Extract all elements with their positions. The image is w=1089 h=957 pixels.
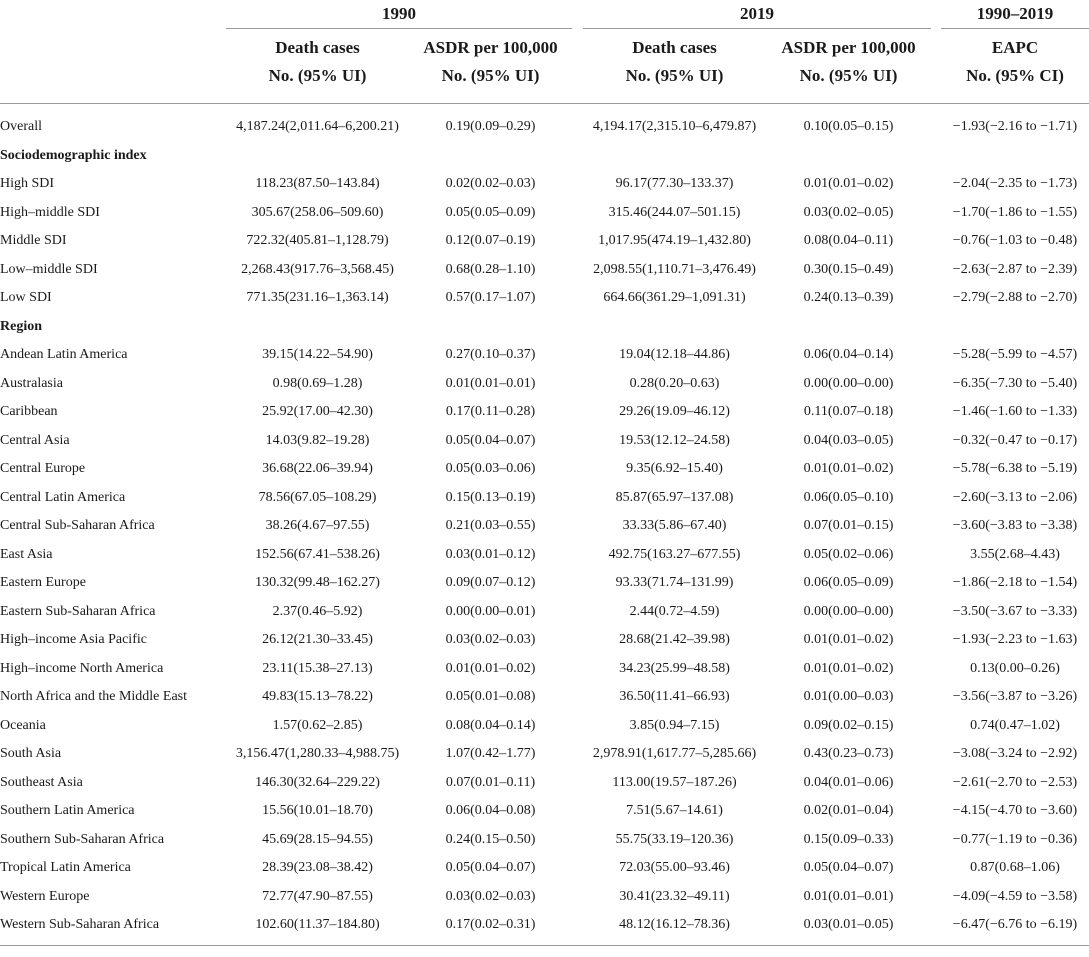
row-label: Eastern Sub-Saharan Africa [0,603,156,619]
group-rule-2019 [583,28,931,29]
table-row [0,541,1089,570]
row-label: North Africa and the Middle East [0,689,188,705]
table-body [0,113,1089,940]
table-cell: 0.00(0.00–0.01) [445,603,536,619]
column-spacer [572,113,583,142]
row-label: Overall [0,119,42,135]
table-cell: −3.50(−3.67 to −3.33) [952,603,1078,619]
table-cell: 49.83(15.13–78.22) [262,689,373,705]
table-cell: 305.67(258.06–509.60) [251,204,384,220]
row-label: Southeast Asia [0,774,83,790]
column-spacer [572,712,583,741]
table-cell: 0.05(0.04–0.07) [445,860,536,876]
table-cell: −2.60(−3.13 to −2.06) [952,489,1078,505]
table-cell: 0.01(0.00–0.03) [803,689,894,705]
column-spacer [931,854,941,883]
table-cell: −5.78(−6.38 to −5.19) [952,461,1078,477]
table-cell: 0.00(0.00–0.00) [803,375,894,391]
table-cell [409,142,572,171]
table-cell: 78.56(67.05–108.29) [258,489,377,505]
table-cell: 0.13(0.00–0.26) [970,660,1060,676]
table-cell: 152.56(67.41–538.26) [255,546,380,562]
table-cell: 0.01(0.01–0.01) [803,888,894,904]
column-header-death-cases-2019 [583,34,766,90]
column-spacer [931,370,941,399]
table-cell: 30.41(23.32–49.11) [619,888,730,904]
table-cell: 0.08(0.04–0.14) [445,717,536,733]
table-cell: 45.69(28.15–94.55) [262,831,373,847]
column-header-line1: Death cases [632,38,717,57]
table-cell: 0.05(0.02–0.06) [803,546,894,562]
row-label: High–income North America [0,660,164,676]
table-row [0,569,1089,598]
column-spacer [572,313,583,342]
table-row [0,284,1089,313]
table-cell: 0.01(0.01–0.02) [803,176,894,192]
column-spacer [572,854,583,883]
column-spacer [931,341,941,370]
table-cell: 2.44(0.72–4.59) [629,603,720,619]
table-cell: 85.87(65.97–137.08) [615,489,734,505]
table-cell: 28.68(21.42–39.98) [619,632,730,648]
row-label: Middle SDI [0,233,67,249]
row-label: Oceania [0,717,46,733]
column-header-line2: No. (95% CI) [966,66,1064,85]
table-cell: 0.27(0.10–0.37) [445,347,536,363]
table-cell: 0.06(0.04–0.14) [803,347,894,363]
table-cell: 19.53(12.12–24.58) [619,432,730,448]
column-spacer [572,569,583,598]
column-spacer [931,626,941,655]
table-cell: −3.08(−3.24 to −2.92) [952,746,1078,762]
row-label: Southern Latin America [0,803,135,819]
row-label: Central Asia [0,432,70,448]
table-cell: 0.24(0.15–0.50) [445,831,536,847]
column-spacer [931,113,941,142]
column-spacer [572,541,583,570]
table-cell: 15.56(10.01–18.70) [262,803,373,819]
table-cell: 1.57(0.62–2.85) [272,717,363,733]
table-cell: 48.12(16.12–78.36) [619,917,730,933]
header-bottom-rule [0,103,1089,104]
table-row [0,398,1089,427]
table-cell: 93.33(71.74–131.99) [615,575,734,591]
column-spacer [572,512,583,541]
table-cell: 36.50(11.41–66.93) [619,689,730,705]
column-spacer [572,284,583,313]
table-cell: 0.05(0.04–0.07) [803,860,894,876]
column-header-line2: No. (95% UI) [441,66,540,85]
table-cell: 33.33(5.86–67.40) [622,518,727,534]
column-spacer [572,598,583,627]
table-cell: −4.09(−4.59 to −3.58) [952,888,1078,904]
table-cell: 0.00(0.00–0.00) [803,603,894,619]
table-cell: 3.55(2.68–4.43) [970,546,1060,562]
group-header-1990: 1990 [382,4,416,23]
table-cell: −2.79(−2.88 to −2.70) [952,290,1078,306]
row-label: Eastern Europe [0,575,86,591]
table-cell [941,313,1089,342]
table-cell [226,142,409,171]
table-cell: 4,187.24(2,011.64–6,200.21) [236,119,399,135]
row-label: Southern Sub-Saharan Africa [0,831,165,847]
column-header-eapc [941,34,1089,90]
table-cell: 1,017.95(474.19–1,432.80) [598,233,751,249]
table-cell: −0.76(−1.03 to −0.48) [952,233,1078,249]
table-cell [766,313,931,342]
table-cell: 0.87(0.68–1.06) [970,860,1060,876]
table-cell: 3,156.47(1,280.33–4,988.75) [235,746,400,762]
column-spacer [931,655,941,684]
table-cell: 0.05(0.05–0.09) [445,204,536,220]
table-cell: 0.07(0.01–0.11) [445,774,536,790]
column-spacer [572,256,583,285]
column-spacer [931,484,941,513]
table-row [0,427,1089,456]
table-cell: 0.30(0.15–0.49) [803,261,894,277]
table-cell: 0.15(0.09–0.33) [803,831,894,847]
row-label: East Asia [0,546,53,562]
table-cell: 2,978.91(1,617.77–5,285.66) [592,746,757,762]
table-cell: 0.74(0.47–1.02) [970,717,1060,733]
column-header-line2: No. (95% UI) [799,66,898,85]
table-cell: 0.98(0.69–1.28) [272,375,363,391]
table-cell: 0.43(0.23–0.73) [803,746,894,762]
column-header-line2: No. (95% UI) [625,66,724,85]
column-header-death-cases-1990 [226,34,409,90]
column-header-asdr-2019 [766,34,931,90]
table-cell: −5.28(−5.99 to −4.57) [952,347,1078,363]
table-row [0,227,1089,256]
column-spacer [572,427,583,456]
table-bottom-rule [0,945,1089,946]
table-cell: −6.47(−6.76 to −6.19) [952,917,1078,933]
table-cell: 0.04(0.03–0.05) [803,432,894,448]
table-row [0,883,1089,912]
table-cell [766,142,931,171]
column-header-asdr-1990 [409,34,572,90]
table-row [0,512,1089,541]
column-spacer [931,313,941,342]
column-spacer [572,797,583,826]
table-cell: 0.01(0.01–0.01) [445,375,536,391]
table-cell: 0.03(0.01–0.12) [445,546,536,562]
table-cell: −1.70(−1.86 to −1.55) [952,204,1078,220]
table-row [0,170,1089,199]
table-row [0,712,1089,741]
group-header-1990-2019: 1990–2019 [976,4,1054,23]
table-row [0,683,1089,712]
column-header-line1: ASDR per 100,000 [423,38,558,57]
column-header-line1: Death cases [275,38,360,57]
column-spacer [931,142,941,171]
column-spacer [572,769,583,798]
table-row [0,341,1089,370]
table-row [0,626,1089,655]
table-cell: 34.23(25.99–48.58) [619,660,730,676]
table-cell: 14.03(9.82–19.28) [265,432,370,448]
row-label: Tropical Latin America [0,860,131,876]
table-cell: 2,098.55(1,110.71–3,476.49) [593,261,756,277]
table-cell: 29.26(19.09–46.12) [619,404,730,420]
row-label: Central Latin America [0,489,126,505]
table-cell: 0.15(0.13–0.19) [445,489,536,505]
table-cell: 72.03(55.00–93.46) [619,860,730,876]
table-cell: −3.56(−3.87 to −3.26) [952,689,1078,705]
column-spacer [572,370,583,399]
table-row [0,484,1089,513]
column-spacer [572,826,583,855]
column-spacer [931,199,941,228]
table-cell: 4,194.17(2,315.10–6,479.87) [592,119,757,135]
column-spacer [931,427,941,456]
column-spacer [572,227,583,256]
table-cell: −1.46(−1.60 to −1.33) [952,404,1078,420]
row-label: High–middle SDI [0,204,100,220]
table-cell: 0.68(0.28–1.10) [445,261,536,277]
table-cell: −0.77(−1.19 to −0.36) [952,831,1078,847]
column-spacer [931,769,941,798]
column-spacer [931,740,941,769]
column-spacer [931,712,941,741]
column-spacer [931,256,941,285]
table-row [0,113,1089,142]
column-spacer [572,142,583,171]
table-cell: 0.06(0.04–0.08) [445,803,536,819]
row-label: Western Sub-Saharan Africa [0,917,160,933]
table-cell: 0.02(0.02–0.03) [445,176,536,192]
column-spacer [931,826,941,855]
column-spacer [572,484,583,513]
table-cell: 0.02(0.01–0.04) [803,803,894,819]
table-cell: 0.17(0.11–0.28) [445,404,536,420]
table-cell: −4.15(−4.70 to −3.60) [952,803,1078,819]
section-label: Sociodemographic index [0,147,147,163]
column-spacer [572,883,583,912]
table-cell: 0.03(0.02–0.03) [445,632,536,648]
table-cell: 102.60(11.37–184.80) [255,917,380,933]
column-spacer [572,199,583,228]
table-row [0,826,1089,855]
column-spacer [931,541,941,570]
table-cell: 0.09(0.02–0.15) [803,717,894,733]
row-label: Central Europe [0,461,86,477]
table-cell: −6.35(−7.30 to −5.40) [952,375,1078,391]
table-cell: 26.12(21.30–33.45) [262,632,373,648]
table-cell: 0.03(0.01–0.05) [803,917,894,933]
table-row [0,455,1089,484]
column-spacer [931,797,941,826]
table-cell: 39.15(14.22–54.90) [262,347,373,363]
table-cell: 25.92(17.00–42.30) [262,404,373,420]
table-cell: 0.01(0.01–0.02) [803,632,894,648]
table-cell: 1.07(0.42–1.77) [445,746,536,762]
column-spacer [931,911,941,940]
data-table [0,113,1089,940]
column-spacer [572,170,583,199]
table-cell: 0.01(0.01–0.02) [803,461,894,477]
table-cell: −1.93(−2.16 to −1.71) [952,119,1078,135]
table-cell: 0.01(0.01–0.02) [803,660,894,676]
row-label: High–income Asia Pacific [0,632,147,648]
table-cell: 9.35(6.92–15.40) [626,461,723,477]
column-header-line2: No. (95% UI) [268,66,367,85]
table-cell: 28.39(23.08–38.42) [262,860,373,876]
row-label: Western Europe [0,888,90,904]
table-cell: −2.04(−2.35 to −1.73) [952,176,1078,192]
column-spacer [572,341,583,370]
table-cell: 664.66(361.29–1,091.31) [603,290,746,306]
section-header-row [0,313,1089,342]
table-cell: 315.46(244.07–501.15) [608,204,741,220]
table-cell: 0.07(0.01–0.15) [803,518,894,534]
row-label: Central Sub-Saharan Africa [0,518,155,534]
table-cell: −1.93(−2.23 to −1.63) [952,632,1078,648]
column-spacer [931,683,941,712]
column-spacer [931,284,941,313]
column-spacer [931,170,941,199]
row-label: Low SDI [0,290,52,306]
column-spacer [572,398,583,427]
table-cell: 72.77(47.90–87.55) [262,888,373,904]
table-cell: 55.75(33.19–120.36) [615,831,734,847]
table-cell: 0.04(0.01–0.06) [803,774,894,790]
group-rule-1990 [226,28,572,29]
column-spacer [931,398,941,427]
column-spacer [931,512,941,541]
row-label: Low–middle SDI [0,261,98,277]
row-label: High SDI [0,176,55,192]
table-cell: 0.03(0.02–0.03) [445,888,536,904]
row-label: Australasia [0,375,63,391]
table-cell: 7.51(5.67–14.61) [626,803,723,819]
table-row [0,854,1089,883]
table-row [0,797,1089,826]
table-cell: 38.26(4.67–97.55) [265,518,370,534]
table-cell: 19.04(12.18–44.86) [619,347,730,363]
row-label: Caribbean [0,404,58,420]
column-spacer [931,455,941,484]
group-header-2019: 2019 [740,4,774,23]
table-row [0,769,1089,798]
row-label: South Asia [0,746,62,762]
table-cell: 0.05(0.01–0.08) [445,689,536,705]
table-cell: −0.32(−0.47 to −0.17) [952,432,1078,448]
column-spacer [572,683,583,712]
table-cell: 36.68(22.06–39.94) [262,461,373,477]
table-cell: −3.60(−3.83 to −3.38) [952,518,1078,534]
table-cell: 0.06(0.05–0.10) [803,489,894,505]
table-cell: 0.12(0.07–0.19) [445,233,536,249]
table-cell [409,313,572,342]
column-spacer [572,455,583,484]
table-cell: 2.37(0.46–5.92) [272,603,363,619]
column-spacer [572,911,583,940]
table-row [0,370,1089,399]
column-spacer [931,569,941,598]
table-row [0,199,1089,228]
table-cell: 0.08(0.04–0.11) [803,233,894,249]
table-cell: 0.57(0.17–1.07) [445,290,536,306]
table-row [0,598,1089,627]
table-cell [226,313,409,342]
column-spacer [572,655,583,684]
column-spacer [931,598,941,627]
table-cell: 96.17(77.30–133.37) [615,176,734,192]
table-cell [583,313,766,342]
column-spacer [572,740,583,769]
table-cell: 0.05(0.04–0.07) [445,432,536,448]
table-row [0,911,1089,940]
table-cell: −2.63(−2.87 to −2.39) [952,261,1078,277]
row-label: Andean Latin America [0,347,128,363]
table-cell: 0.11(0.07–0.18) [803,404,894,420]
table-cell: 771.35(231.16–1,363.14) [246,290,389,306]
table-cell: 0.10(0.05–0.15) [803,119,894,135]
table-cell: −1.86(−2.18 to −1.54) [952,575,1078,591]
table-cell: 0.24(0.13–0.39) [803,290,894,306]
table-cell: 722.32(405.81–1,128.79) [246,233,389,249]
section-header-row [0,142,1089,171]
column-spacer [931,883,941,912]
table-row [0,655,1089,684]
table-cell: 146.30(32.64–229.22) [255,774,380,790]
table-cell: 0.17(0.02–0.31) [445,917,536,933]
table-cell: −2.61(−2.70 to −2.53) [952,774,1078,790]
table-row [0,740,1089,769]
column-spacer [931,227,941,256]
column-spacer [572,626,583,655]
column-header-line1: ASDR per 100,000 [781,38,916,57]
table-cell: 113.00(19.57–187.26) [612,774,737,790]
table-cell: 3.85(0.94–7.15) [629,717,720,733]
table-cell: 118.23(87.50–143.84) [255,176,380,192]
table-cell [941,142,1089,171]
group-rule-1990-2019 [941,28,1089,29]
table-cell: 0.05(0.03–0.06) [445,461,536,477]
table-cell: 23.11(15.38–27.13) [262,660,373,676]
table-cell: 0.09(0.07–0.12) [445,575,536,591]
column-header-line1: EAPC [991,38,1039,57]
table-cell: 0.28(0.20–0.63) [629,375,720,391]
table-cell: 0.03(0.02–0.05) [803,204,894,220]
table-cell [583,142,766,171]
table-cell: 0.01(0.01–0.02) [445,660,536,676]
table-cell: 0.06(0.05–0.09) [803,575,894,591]
table-cell: 492.75(163.27–677.55) [608,546,741,562]
table-cell: 0.21(0.03–0.55) [445,518,536,534]
table-cell: 0.19(0.09–0.29) [445,119,536,135]
table-row [0,256,1089,285]
table-cell: 2,268.43(917.76–3,568.45) [241,261,394,277]
section-label: Region [0,318,42,334]
table-cell: 130.32(99.48–162.27) [255,575,380,591]
